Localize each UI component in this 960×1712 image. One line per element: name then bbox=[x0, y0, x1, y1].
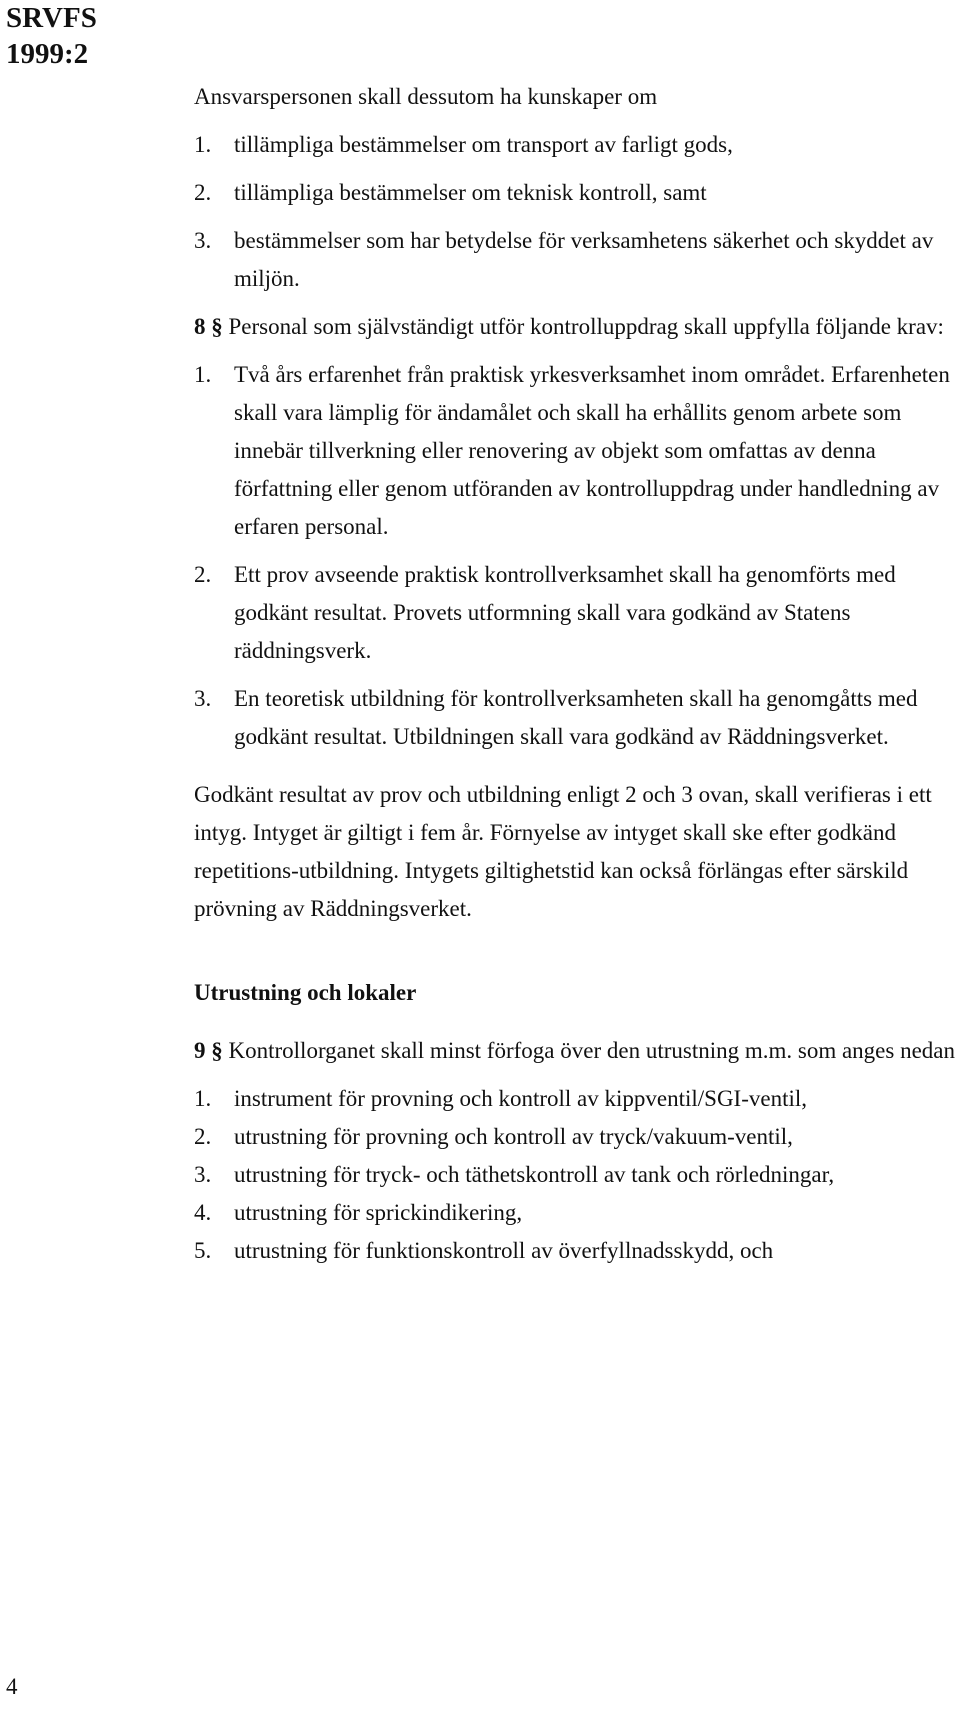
list-text: Två års erfarenhet från praktisk yrkesverksamhet inom området. Erfarenheten skall vara lämplig för ändamålet och skall ha erhållits genom arbete som innebär tillverkning eller renovering av objekt som omfattas av denna författning eller genom utföranden av kontrolluppdrag under handledning av erfaren personal. bbox=[234, 362, 950, 539]
list-item bbox=[194, 1156, 960, 1194]
list-item bbox=[194, 356, 960, 546]
doc-id-number: 1999:2 bbox=[6, 38, 89, 70]
section-label: 9 § bbox=[194, 1038, 223, 1063]
list-item bbox=[194, 556, 960, 670]
list-text: utrustning för sprickindikering, bbox=[234, 1200, 523, 1225]
section-text: Personal som självständigt utför kontrolluppdrag skall uppfylla följande krav: bbox=[228, 314, 944, 339]
list-number: 2. bbox=[194, 562, 212, 587]
list-number: 3. bbox=[194, 228, 212, 253]
section-heading: Utrustning och lokaler bbox=[194, 980, 417, 1005]
list-item bbox=[194, 174, 960, 212]
section-text: Kontrollorganet skall minst förfoga över den utrustning m.m. som anges nedan bbox=[228, 1038, 955, 1063]
list-item bbox=[194, 1232, 960, 1270]
list-number: 2. bbox=[194, 180, 212, 205]
list-number: 2. bbox=[194, 1124, 212, 1149]
section-8-paragraph bbox=[194, 308, 960, 346]
list-text: tillämpliga bestämmelser om teknisk kontroll, samt bbox=[234, 180, 707, 205]
list-number: 5. bbox=[194, 1238, 212, 1263]
list-item bbox=[194, 1118, 960, 1156]
list-number: 1. bbox=[194, 362, 212, 387]
list-text: instrument för provning och kontroll av kippventil/SGI-ventil, bbox=[234, 1086, 808, 1111]
list-text: Ett prov avseende praktisk kontrollverksamhet skall ha genomförts med godkänt resultat. Provets utformning skall vara godkänd av Statens räddningsverk. bbox=[234, 562, 896, 663]
list-number: 3. bbox=[194, 686, 212, 711]
list-item bbox=[194, 1194, 960, 1232]
list-text: utrustning för tryck- och täthetskontroll av tank och rörledningar, bbox=[234, 1162, 835, 1187]
list-number: 4. bbox=[194, 1200, 212, 1225]
doc-id-series: SRVFS bbox=[6, 2, 97, 34]
list-item bbox=[194, 222, 960, 298]
list-item bbox=[194, 126, 960, 164]
intro-paragraph: Ansvarspersonen skall dessutom ha kunskaper om bbox=[194, 84, 658, 109]
list-text: bestämmelser som har betydelse för verksamhetens säkerhet och skyddet av miljön. bbox=[234, 228, 934, 291]
certificate-paragraph: Godkänt resultat av prov och utbildning enligt 2 och 3 ovan, skall verifieras i ett intyg. Intyget är giltigt i fem år. Förnyelse av intyget skall ske efter godkänd repetitions-utbildning. Intygets giltighetstid kan också förlängas efter särskild prövning av Räddningsverket. bbox=[194, 782, 932, 921]
section-label: 8 § bbox=[194, 314, 223, 339]
list-number: 1. bbox=[194, 132, 212, 157]
document-body bbox=[194, 78, 960, 1270]
list-text: utrustning för funktionskontroll av överfyllnadsskydd, och bbox=[234, 1238, 774, 1263]
page-number: 4 bbox=[6, 1674, 18, 1699]
list-item bbox=[194, 680, 960, 756]
list-number: 1. bbox=[194, 1086, 212, 1111]
document-id bbox=[6, 0, 146, 72]
list-text: utrustning för provning och kontroll av tryck/vakuum-ventil, bbox=[234, 1124, 793, 1149]
list-text: tillämpliga bestämmelser om transport av farligt gods, bbox=[234, 132, 733, 157]
list-number: 3. bbox=[194, 1162, 212, 1187]
section-9-paragraph bbox=[194, 1032, 960, 1070]
list-text: En teoretisk utbildning för kontrollverksamheten skall ha genomgåtts med godkänt resultat. Utbildningen skall vara godkänd av Räddningsverket. bbox=[234, 686, 918, 749]
list-item bbox=[194, 1080, 960, 1118]
